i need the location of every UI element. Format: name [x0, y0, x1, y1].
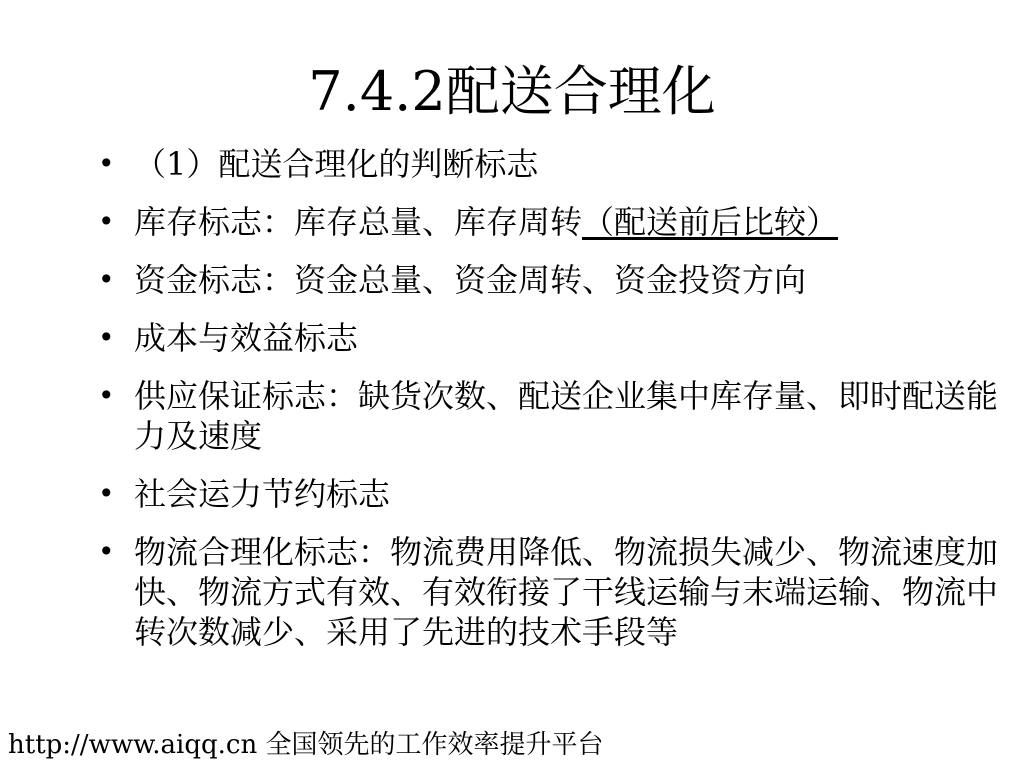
bullet-underlined-text: （配送前后比较）	[582, 203, 839, 241]
list-item	[94, 144, 1020, 184]
bullet-text: 物流合理化标志：物流费用降低、物流损失减少、物流速度加快、物流方式有效、有效衔接了干线运输与末端运输、物流中转次数减少、采用了先进的技术手段等	[134, 533, 999, 651]
bullet-text: 成本与效益标志	[134, 319, 359, 357]
bullet-text: 库存标志：库存总量、库存周转	[134, 203, 583, 241]
slide-title: 7.4.2配送合理化	[308, 60, 716, 123]
list-item	[94, 376, 1020, 456]
list-item	[94, 260, 1020, 300]
bullet-icon: •	[98, 535, 115, 568]
bullet-icon: •	[98, 379, 115, 412]
bullet-icon: •	[98, 263, 115, 296]
bullet-icon: •	[98, 147, 115, 180]
bullet-icon: •	[98, 321, 115, 354]
footer-watermark: http://www.aiqq.cn 全国领先的工作效率提升平台	[8, 730, 604, 760]
bullet-icon: •	[98, 205, 115, 238]
bullet-list	[94, 144, 1020, 670]
bullet-text: 社会运力节约标志	[134, 475, 391, 513]
bullet-text: 供应保证标志：缺货次数、配送企业集中库存量、即时配送能力及速度	[134, 377, 999, 455]
list-item	[94, 318, 1020, 358]
bullet-icon: •	[98, 477, 115, 510]
list-item	[94, 474, 1020, 514]
bullet-text: 资金标志：资金总量、资金周转、资金投资方向	[134, 261, 807, 299]
list-item	[94, 202, 1020, 242]
list-item	[94, 532, 1020, 652]
bullet-text: （1）配送合理化的判断标志	[134, 145, 539, 183]
